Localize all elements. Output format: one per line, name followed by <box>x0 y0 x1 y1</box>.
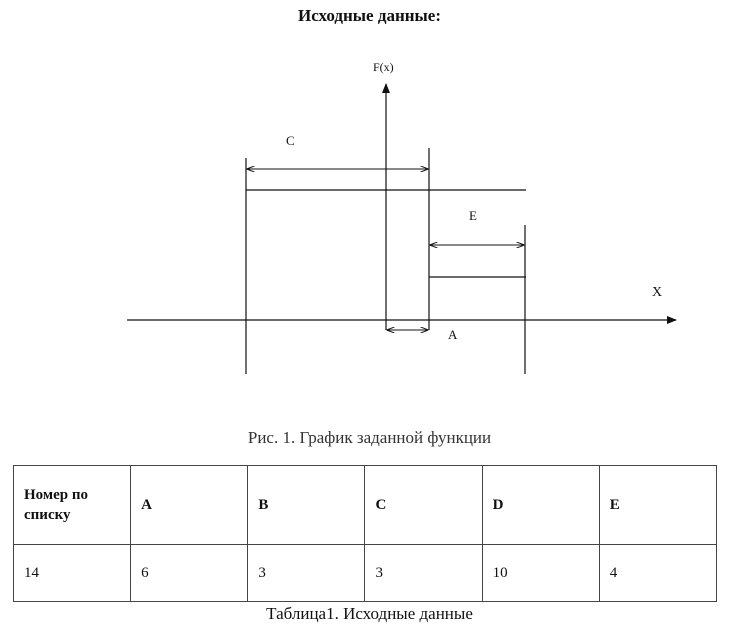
table-cell: 10 <box>482 545 599 602</box>
figure-caption: Рис. 1. График заданной функции <box>247 428 492 447</box>
table-header-cell: D <box>482 466 599 545</box>
table-caption: Таблица1. Исходные данные <box>266 604 473 623</box>
y-axis-label: F(x) <box>373 60 394 74</box>
table-header-cell: Номер по списку <box>14 466 131 545</box>
x-axis-label: X <box>652 285 663 300</box>
table-header-cell: B <box>248 466 365 545</box>
dimension-e-label: E <box>469 208 477 223</box>
table-cell: 4 <box>599 545 716 602</box>
dimension-c-label: C <box>286 133 295 148</box>
table-header-cell: C <box>365 466 482 545</box>
table-header-cell: E <box>599 466 716 545</box>
table-cell: 14 <box>14 545 131 602</box>
table-cell: 3 <box>365 545 482 602</box>
page-heading: Исходные данные: <box>297 6 442 25</box>
table-cell: 6 <box>131 545 248 602</box>
table-header-cell: A <box>131 466 248 545</box>
table-row <box>14 545 717 602</box>
source-data-table <box>13 465 717 602</box>
table-header-row <box>14 466 717 545</box>
table-cell: 3 <box>248 545 365 602</box>
dimension-a-label: A <box>448 327 458 342</box>
